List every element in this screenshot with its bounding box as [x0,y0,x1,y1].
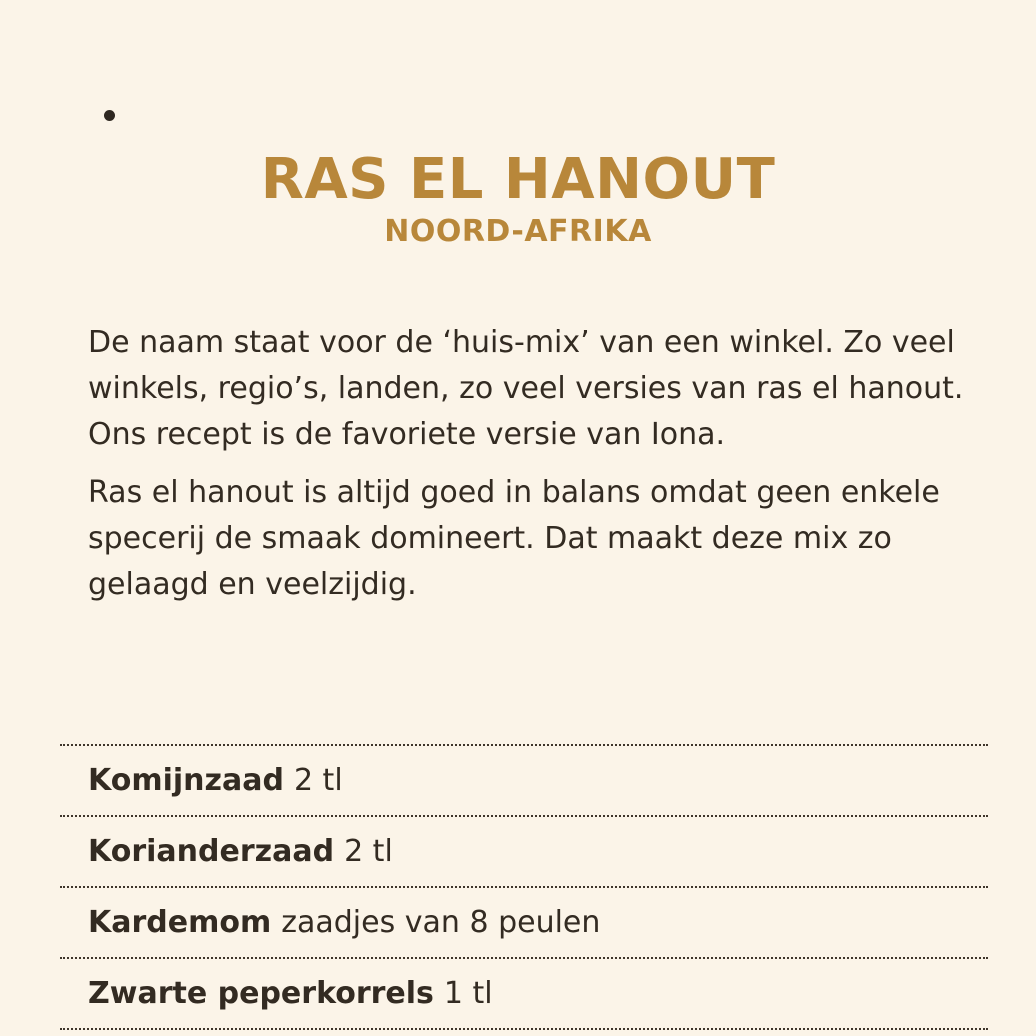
ingredient-list [60,744,988,1030]
ingredient-name: Korianderzaad [88,834,335,869]
ingredient-row [60,959,988,1030]
ingredient-amount: 1 tl [443,976,493,1011]
ingredient-row [60,888,988,959]
ingredient-name: Kardemom [88,905,272,940]
ingredient-row [60,817,988,888]
ingredient-name: Zwarte peperkorrels [88,976,434,1011]
recipe-intro [88,320,998,620]
intro-paragraph: De naam staat voor de ‘huis-mix’ van een winkel. Zo veel winkels, regio’s, landen, zo veel versies van ras el hanout. Ons recept is de favoriete versie van Iona. [88,325,964,452]
bullet-dot [104,110,115,121]
ingredient-amount: zaadjes van 8 peulen [281,905,601,940]
recipe-region: NOORD-AFRIKA [384,214,652,249]
ingredient-row [60,746,988,817]
ingredient-name: Komijnzaad [88,763,284,798]
intro-paragraph: Ras el hanout is altijd goed in balans omdat geen enkele specerij de smaak domineert. Dat maakt deze mix zo gelaagd en veelzijdig. [88,475,940,602]
recipe-title: RAS EL HANOUT [260,147,776,212]
ingredient-amount: 2 tl [293,763,343,798]
ingredient-amount: 2 tl [344,834,393,869]
